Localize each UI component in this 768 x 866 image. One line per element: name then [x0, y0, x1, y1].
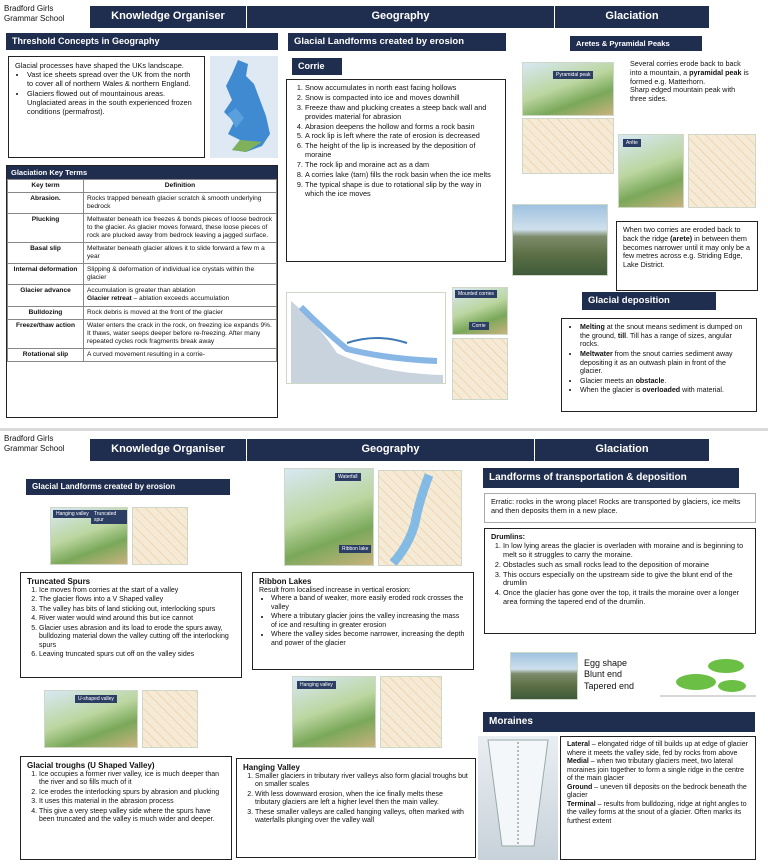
spurs-box [20, 572, 242, 678]
ribbon-title: Ribbon Lakes [259, 577, 312, 586]
hanging-box [236, 758, 476, 858]
uk-map-image [210, 56, 278, 158]
list-item: 6. The height of the lip is increased by the deposition of moraine [305, 142, 499, 160]
text: at the snout means sediment is dumped on the ground, [580, 323, 743, 340]
list-item: 4. Abrasion deepens the hollow and forms a rock basin [305, 123, 499, 132]
list-item: 5. Glacier uses abrasion and its load to erode the spurs away, bulldozing material down the valley cutting off the interlocking spurs [39, 625, 235, 651]
list-item: 3. Freeze thaw and plucking creates a steep back wall and provides material for abrasion [305, 104, 499, 122]
corrie-steps [293, 84, 499, 199]
list-item: 8. A corries lake (tarn) fills the rock basin when the ice melts [305, 171, 499, 180]
text: – uneven till deposits on the bedrock beneath the glacier [567, 783, 747, 800]
bold-term: obstacle [635, 376, 665, 385]
school-name: Bradford Girls Grammar School [4, 4, 65, 23]
bold-term: Meltwater [580, 349, 613, 358]
list-item: 1. Smaller glaciers in tributary river valleys also form glacial troughs but on smaller scales [255, 773, 469, 790]
hanging-title: Hanging Valley [243, 763, 300, 772]
text: . [664, 376, 667, 385]
image-label: Mounted corries [455, 290, 497, 298]
bold-term: Melting [580, 323, 605, 331]
list-item: 3. These smaller valleys are called hanging valleys, often marked with waterfalls plunging over the valley wall [255, 809, 469, 826]
spurs-title: Truncated Spurs [27, 577, 91, 586]
image-label: Corrie [469, 322, 489, 330]
text: from the snout carries sediment away depositing it as an outwash plain in front of the glacier. [580, 349, 733, 376]
definition-part: Accumulation is greater than ablation [87, 287, 196, 295]
table-row [8, 285, 277, 306]
list-item: 4. This give a very steep valley side where the spurs have been truncated and the valley is much wider and deeper. [39, 808, 225, 825]
arete-text-bold: (arete) [670, 233, 693, 243]
text: – when two tributary glaciers meet, two lateral moraines join together to form a single ridge in the centre of the main glacier [567, 758, 745, 783]
threshold-bullet: • Glaciers flowed out of mountainous areas. Unglaciated areas in the south experienced frozen conditions (permafrost). [27, 89, 198, 116]
erratic-box: Erratic: rocks in the wrong place! Rocks are transported by glaciers, ice melts and then deposits them in a new place. [484, 493, 756, 523]
corrie-title: Corrie [292, 58, 342, 75]
header-geography: Geography [246, 6, 554, 28]
list-item: 4. River water would wind around this but ice cannot [39, 615, 235, 624]
arete-map-image [688, 134, 756, 208]
bold-term: Lateral [567, 741, 590, 748]
threshold-title: Threshold Concepts in Geography [6, 33, 278, 50]
term: Abrasion. [8, 193, 84, 214]
table-row [8, 214, 277, 243]
arete-text-bold: pyramidal peak [689, 67, 742, 77]
corrie-photo [512, 204, 608, 276]
ribbon-lake-map [378, 470, 462, 566]
bold-term: Terminal [567, 800, 596, 808]
text: with material. [680, 386, 724, 395]
list-item: 3. The valley has bits of land sticking out, interlocking spurs [39, 606, 235, 615]
arete-text: is formed e.g. Matterhorn. [630, 67, 749, 86]
list-item: 2. Obstacles such as small rocks lead to the deposition of moraine [503, 561, 749, 570]
corrie-diagram [286, 292, 446, 384]
ushaped-valley-map [142, 690, 198, 748]
header-knowledge-organiser: Knowledge Organiser [90, 439, 246, 461]
table-row [8, 243, 277, 264]
table-row [8, 264, 277, 285]
arete-text: Several corries erode back to back into a mountain, a [630, 59, 741, 77]
drumlins-title: Drumlins: [491, 532, 526, 541]
ushaped-valley-image [44, 690, 138, 748]
corrie-map-image [452, 338, 508, 400]
arete-text: When two corries are eroded back to back the ridge [623, 225, 741, 243]
list-item: • Where a tributary glacier joins the valley increasing the mass of ice and resulting in greater erosion [271, 613, 467, 630]
table-row [8, 348, 277, 361]
threshold-bullet: • Vast ice sheets spread over the UK from the north to cover all of northern Wales & northern England. [27, 70, 198, 88]
term: Freeze/thaw action [8, 319, 84, 348]
key-terms-title: Glaciation Key Terms [7, 166, 277, 179]
bold-term: Ground [567, 783, 593, 791]
drumlin-photo [510, 652, 578, 700]
threshold-intro: Glacial processes have shaped the UKs landscape. [15, 61, 184, 70]
list-item: 4. Once the glacier has gone over the top, it trails the moraine over a longer area forming the tapered end of the drumlin. [503, 589, 749, 607]
text: . Till has a range of sizes, angular rocks. [580, 331, 732, 349]
ribbon-lake-image [284, 468, 374, 566]
list-item: 2. Snow is compacted into ice and moves downhill [305, 94, 499, 103]
drumlin-shape-labels [584, 658, 654, 692]
table-row [8, 319, 277, 348]
image-label: Waterfall [335, 473, 361, 481]
moraine-diagram [478, 736, 558, 860]
image-label: Truncated spur [91, 510, 127, 524]
moraine-item [567, 784, 749, 801]
definition-part: Glacier retreat [87, 295, 132, 303]
bold-term: Medial [567, 758, 589, 766]
arete-3d-image [618, 134, 684, 208]
list-item: 1. Ice occupies a former river valley, ice is much deeper than the river and so fills much of it [39, 771, 225, 788]
list-item: 2. The glacier flows into a V Shaped valley [39, 596, 235, 605]
page-divider [0, 428, 768, 431]
moraine-item [567, 758, 749, 784]
shape-label: Tapered end [584, 680, 635, 691]
list-item [580, 386, 750, 395]
threshold-box [8, 56, 205, 158]
list-item: • Where the valley sides become narrower, increasing the depth and power of the glacier [271, 631, 467, 648]
key-terms-header: Definition [84, 180, 277, 193]
arete-text-2 [616, 221, 758, 291]
table-row [8, 193, 277, 214]
list-item: 5. A rock lip is left where the rate of erosion is decreased [305, 132, 499, 141]
definition: Rock debris is moved at the front of the glacier [84, 306, 277, 319]
arete-text-1 [624, 56, 756, 122]
text: Glacier meets an [580, 376, 636, 385]
term: Internal deformation [8, 264, 84, 285]
list-item [580, 323, 750, 349]
hanging-valley-map [380, 676, 442, 748]
image-label: Pyramidal peak [553, 71, 593, 79]
pyramidal-peak-image [522, 62, 614, 116]
list-item: 9. The typical shape is due to rotational slip by the way in which the ice moves [305, 181, 499, 199]
hanging-valley-image [292, 676, 376, 748]
text: – results from bulldozing, ridge at right angles to the valley forms at the snout of a glacier. Often marks its furthest extent [567, 800, 747, 825]
corrie-box [286, 79, 506, 262]
moraine-item [567, 801, 749, 827]
image-label: Ribbon lake [339, 545, 371, 553]
erosion-title: Glacial Landforms created by erosion [288, 33, 506, 51]
term: Rotational slip [8, 348, 84, 361]
header-glaciation: Glaciation [554, 6, 709, 28]
table-row [8, 306, 277, 319]
moraine-item [567, 741, 749, 758]
truncated-spur-image [50, 507, 128, 565]
list-item: 6. Leaving truncated spurs cut off on the valley sides [39, 651, 235, 660]
list-item: • Where a band of weaker, more easily eroded rock crosses the valley [271, 595, 467, 612]
arete-text: in between them becomes narrower until it may only be a few metres across e.g. Striding Edge, Lake District. [623, 233, 751, 270]
list-item: 7. The rock lip and moraine act as a dam [305, 161, 499, 170]
pyramidal-map-image [522, 118, 614, 174]
shape-label: Blunt end [584, 669, 623, 680]
definition: Rocks trapped beneath glacier scratch & smooth underlying bedrock [84, 193, 277, 214]
transport-title: Landforms of transportation & deposition [483, 468, 739, 488]
key-terms-box [6, 165, 278, 418]
moraines-box [560, 736, 756, 860]
term: Plucking [8, 214, 84, 243]
list-item: 2. Ice erodes the interlocking spurs by abrasion and plucking [39, 789, 225, 798]
list-item [580, 377, 750, 386]
ribbon-intro: Result from localised increase in vertical erosion: [259, 586, 411, 594]
term: Glacier advance [8, 285, 84, 306]
truncated-spur-map [132, 507, 188, 565]
troughs-title: Glacial troughs (U Shaped Valley) [27, 761, 155, 770]
text: – elongated ridge of till builds up at edge of glacier where it meets the valley side, fed by rocks from above [567, 741, 748, 757]
definition: Meltwater beneath glacier allows it to slide forward a few m a year [84, 243, 277, 264]
header-knowledge-organiser: Knowledge Organiser [90, 6, 246, 28]
definition-part: – ablation exceeds accumulation [131, 295, 230, 303]
header-geography: Geography [246, 439, 534, 461]
arete-text: Sharp edged mountain peak with three sides. [630, 85, 736, 104]
definition [84, 285, 277, 306]
definition: A curved movement resulting in a corrie- [84, 348, 277, 361]
corrie-3d-image [452, 287, 508, 335]
erosion-title: Glacial Landforms created by erosion [26, 479, 230, 495]
drumlin-diagram [656, 646, 760, 704]
text: When the glacier is [580, 386, 643, 395]
list-item: 3. It uses this material in the abrasion process [39, 798, 225, 807]
list-item [580, 350, 750, 376]
image-label: U-shaped valley [75, 695, 117, 703]
deposition-title: Glacial deposition [582, 292, 716, 310]
header-glaciation: Glaciation [534, 439, 709, 461]
list-item: 2. With less downward erosion, when the ice finally melts these tributary glaciers are left a higher level then the main valley. [255, 791, 469, 808]
list-item: 1. In low lying areas the glacier is overladen with moraine and is beginning to melt so it struggles to carry the moraine. [503, 542, 749, 560]
image-label: Hanging valley [53, 510, 92, 518]
deposition-box [561, 318, 757, 412]
drumlins-box [484, 528, 756, 634]
key-terms-table [7, 179, 277, 362]
list-item: 3. This occurs especially on the upstream side to give the blunt end of the drumlin [503, 571, 749, 589]
school-name: Bradford Girls Grammar School [4, 434, 65, 453]
list-item: 1. Snow accumulates in north east facing hollows [305, 84, 499, 93]
moraines-title: Moraines [483, 712, 755, 732]
arete-title: Aretes & Pyramidal Peaks [570, 36, 702, 51]
definition: Water enters the crack in the rock, on freezing ice expands 9%. It thaws, water seeps deeper before re-freezing. After many repeated cycles rock fragments break away [84, 319, 277, 348]
term: Bulldozing [8, 306, 84, 319]
bold-term: till [617, 331, 627, 340]
bold-term: overloaded [642, 386, 681, 395]
term: Basal slip [8, 243, 84, 264]
image-label: Hanging valley [297, 681, 336, 689]
shape-label: Egg shape [584, 658, 628, 668]
ribbon-box [252, 572, 474, 670]
definition: Meltwater beneath ice freezes & bonds pieces of loose bedrock to the glacier. As glacier moves forward, these loose pieces of rock are plucked away from bedrock leaving a jagged surface. [84, 214, 277, 243]
definition: Slipping & deformation of individual ice crystals within the glacier [84, 264, 277, 285]
list-item: 1. Ice moves from corries at the start of a valley [39, 587, 235, 596]
image-label: Arête [623, 139, 641, 147]
key-terms-header: Key term [8, 180, 84, 193]
troughs-box [20, 756, 232, 860]
